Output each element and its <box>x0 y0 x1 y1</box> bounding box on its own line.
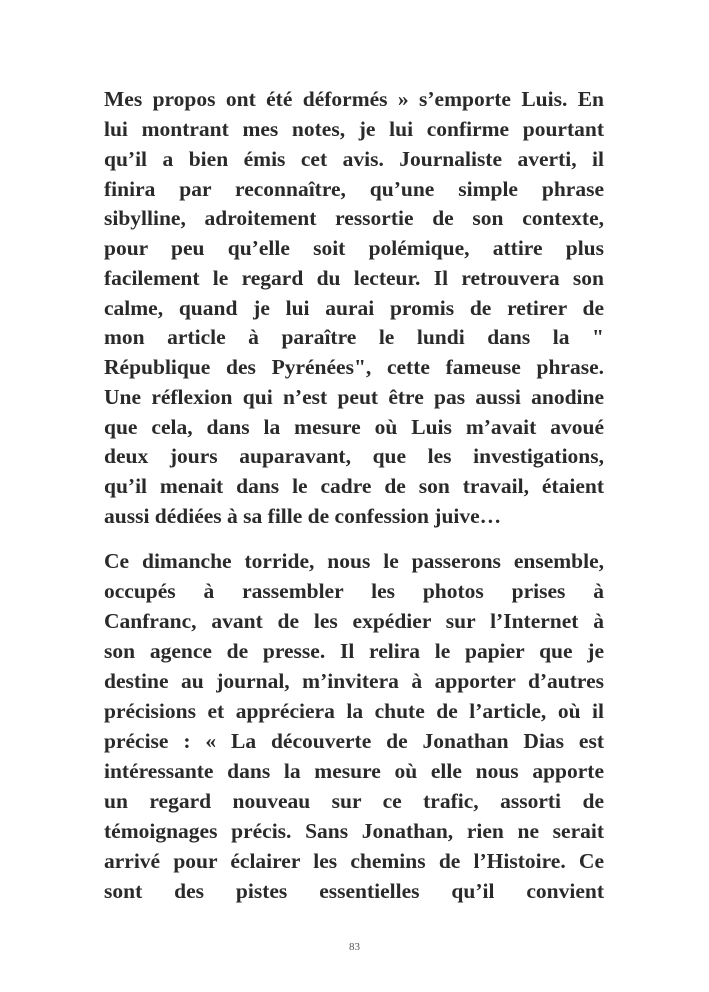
text-line: précise : « La découverte de Jonathan Dias est <box>104 729 604 753</box>
text-line: Ce dimanche torride, nous le passerons ensemble, <box>104 549 604 573</box>
text-line: précisions et appréciera la chute de l’article, où il <box>104 699 604 723</box>
text-line: arrivé pour éclairer les chemins de l’Histoire. Ce <box>104 849 604 873</box>
text-line: sibylline, adroitement ressortie de son contexte, <box>104 206 604 230</box>
text-line: finira par reconnaître, qu’une simple phrase <box>104 177 604 201</box>
text-line: calme, quand je lui aurai promis de retirer de <box>104 296 604 320</box>
text-line: pour peu qu’elle soit polémique, attire plus <box>104 236 604 260</box>
text-line: lui montrant mes notes, je lui confirme pourtant <box>104 117 604 141</box>
text-line: Mes propos ont été déformés » s’emporte Luis. En <box>104 87 604 111</box>
text-line: son agence de presse. Il relira le papier que je <box>104 639 604 663</box>
text-line: sont des pistes essentielles qu’il convient <box>104 879 604 903</box>
text-line: qu’il a bien émis cet avis. Journaliste averti, il <box>104 147 604 171</box>
text-line: République des Pyrénées", cette fameuse phrase. <box>104 355 604 379</box>
text-line: que cela, dans la mesure où Luis m’avait avoué <box>104 415 604 439</box>
text-line: destine au journal, m’invitera à apporter d’autres <box>104 669 604 693</box>
text-line: un regard nouveau sur ce trafic, assorti de <box>104 789 604 813</box>
text-line: occupés à rassembler les photos prises à <box>104 579 604 603</box>
text-line: Une réflexion qui n’est peut être pas aussi anodine <box>104 385 604 409</box>
text-line: aussi dédiées à sa fille de confession juive… <box>104 504 502 528</box>
page-number: 83 <box>349 941 360 953</box>
text-line: mon article à paraître le lundi dans la " <box>104 325 604 349</box>
text-line: qu’il menait dans le cadre de son travail, étaient <box>104 474 604 498</box>
text-line: Canfranc, avant de les expédier sur l’Internet à <box>104 609 604 633</box>
text-line: témoignages précis. Sans Jonathan, rien ne serait <box>104 819 604 843</box>
text-line: intéressante dans la mesure où elle nous apporte <box>104 759 604 783</box>
text-line: facilement le regard du lecteur. Il retrouvera son <box>104 266 604 290</box>
text-line: deux jours auparavant, que les investigations, <box>104 444 604 468</box>
